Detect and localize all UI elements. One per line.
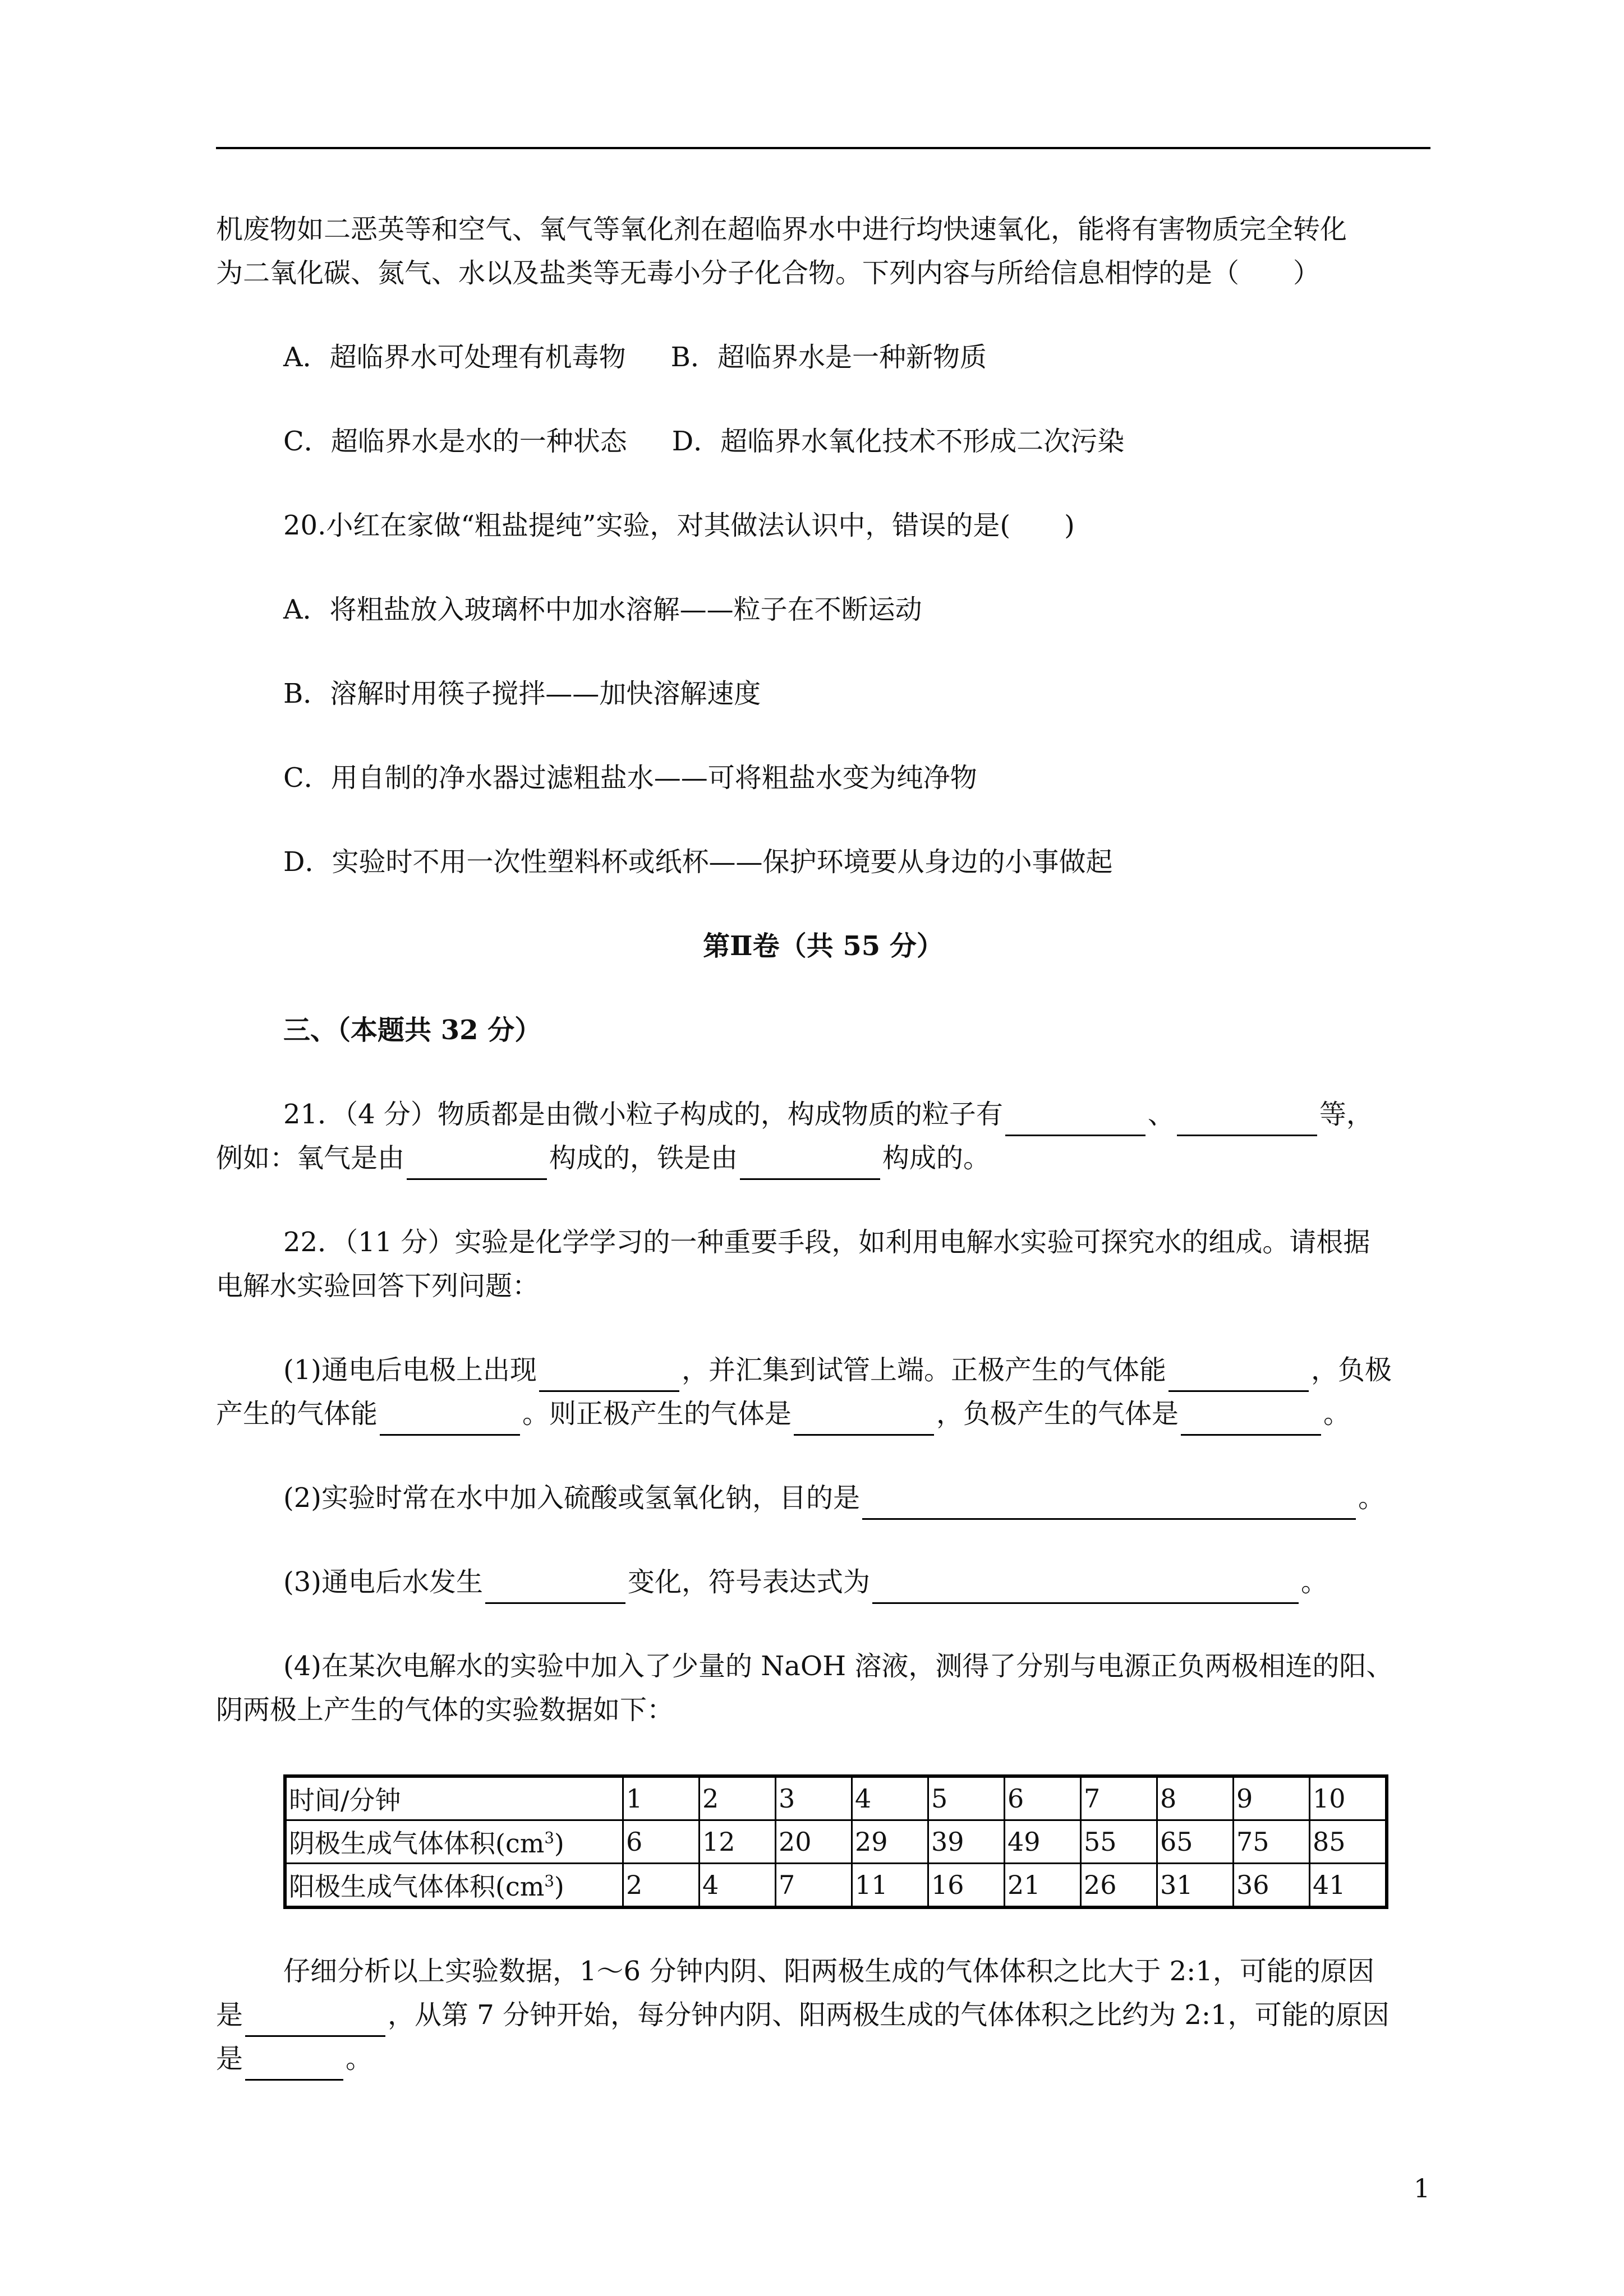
anode-row-label: 阳极生成气体体积$(cm^3)$ — [285, 1864, 623, 1908]
table-cell: 7 — [776, 1864, 852, 1908]
table-cell: 4 — [700, 1864, 776, 1908]
answer-blank[interactable] — [485, 1573, 625, 1604]
question-22-part-1-line-2: 产生的气体能 。则正极产生的气体是 ，负极产生的气体是 。 — [216, 1392, 1430, 1436]
answer-blank[interactable] — [794, 1405, 934, 1436]
table-cell: 8 — [1157, 1776, 1234, 1820]
table-cell: 31 — [1157, 1864, 1234, 1908]
question-20-stem: 20.小红在家做“粗盐提纯”实验，对其做法认识中，错误的是( ) — [283, 510, 1075, 541]
answer-blank[interactable] — [1181, 1405, 1321, 1436]
question-22-part-4-line-2: 阴两极上产生的气体的实验数据如下： — [216, 1694, 674, 1726]
table-cell: 16 — [928, 1864, 1005, 1908]
table-cell: 2 — [700, 1776, 776, 1820]
question-22-part-2: (2)实验时常在水中加入硫酸或氢氧化钠，目的是 。 — [216, 1476, 1430, 1520]
table-cell: 11 — [852, 1864, 928, 1908]
answer-blank[interactable] — [1005, 1105, 1145, 1136]
table-cell: 4 — [852, 1776, 928, 1820]
question-20-option-c: C．用自制的净水器过滤粗盐水——可将粗盐水变为纯净物 — [283, 762, 977, 794]
document-body — [216, 208, 1430, 2081]
answer-blank[interactable] — [872, 1573, 1299, 1604]
answer-blank[interactable] — [1177, 1105, 1317, 1136]
table-header-label: 时间/分钟 — [285, 1776, 623, 1820]
answer-blank[interactable] — [245, 2050, 343, 2081]
table-cell: 75 — [1234, 1820, 1310, 1864]
table-cell: 20 — [776, 1820, 852, 1864]
table-row — [285, 1820, 1387, 1864]
table-cell: 55 — [1081, 1820, 1157, 1864]
analysis-line-3: 是 。 — [216, 2037, 1430, 2081]
table-cell: 7 — [1081, 1776, 1157, 1820]
header-rule — [216, 147, 1430, 149]
section-title: 第Ⅱ卷（共 55 分） — [703, 930, 944, 962]
table-cell: 29 — [852, 1820, 928, 1864]
table-cell: 12 — [700, 1820, 776, 1864]
question-22-part-3: (3)通电后水发生 变化，符号表达式为 。 — [216, 1560, 1430, 1604]
question-21-line-2: 例如：氧气是由 构成的，铁是由 构成的。 — [216, 1136, 1430, 1180]
answer-blank[interactable] — [380, 1405, 520, 1436]
question-22-part-4-line-1: (4)在某次电解水的实验中加入了少量的 NaOH 溶液，测得了分别与电源正负两极相连的阳、 — [283, 1650, 1393, 1682]
table-cell: 41 — [1310, 1864, 1387, 1908]
table-cell: 39 — [928, 1820, 1005, 1864]
option-a: A．超临界水可处理有机毒物 — [283, 342, 626, 373]
question-19-stem-line-2: 为二氧化碳、氮气、水以及盐类等无毒小分子化合物。下列内容与所给信息相悖的是（ ） — [216, 257, 1321, 289]
option-d: D．超临界水氧化技术不形成二次污染 — [671, 426, 1125, 457]
question-19-options-ab — [216, 335, 1430, 379]
question-22-part-1-line-1: (1)通电后电极上出现 ，并汇集到试管上端。正极产生的气体能 ，负极 — [216, 1348, 1430, 1392]
question-19-options-cd — [216, 419, 1430, 463]
table-cell: 9 — [1234, 1776, 1310, 1820]
option-c: C．超临界水是水的一种状态 — [283, 426, 627, 457]
table-cell: 2 — [623, 1864, 700, 1908]
table-cell: 1 — [623, 1776, 700, 1820]
electrolysis-data-table — [283, 1774, 1388, 1909]
question-22-intro-line-1: 22．（11 分）实验是化学学习的一种重要手段，如利用电解水实验可探究水的组成。请根据 — [283, 1227, 1370, 1258]
table-cell: 26 — [1081, 1864, 1157, 1908]
table-cell: 10 — [1310, 1776, 1387, 1820]
table-cell: 6 — [623, 1820, 700, 1864]
analysis-line-1: 仔细分析以上实验数据，1～6 分钟内阴、阳两极生成的气体体积之比大于 2:1，可能的原因 — [283, 1956, 1374, 1987]
question-20-option-d: D．实验时不用一次性塑料杯或纸杯——保护环境要从身边的小事做起 — [283, 846, 1113, 878]
question-19-stem-line-1: 机废物如二恶英等和空气、氧气等氧化剂在超临界水中进行均快速氧化，能将有害物质完全转化 — [216, 214, 1347, 245]
table-cell: 3 — [776, 1776, 852, 1820]
table-cell: 65 — [1157, 1820, 1234, 1864]
page-number: 1 — [1414, 2173, 1430, 2203]
analysis-line-2: 是 ，从第 7 分钟开始，每分钟内阴、阳两极生成的气体体积之比约为 2:1，可能的原因 — [216, 1993, 1430, 2037]
answer-blank[interactable] — [245, 2006, 385, 2037]
table-cell: 49 — [1005, 1820, 1081, 1864]
question-20-option-a: A．将粗盐放入玻璃杯中加水溶解——粒子在不断运动 — [283, 594, 922, 625]
question-20-option-b: B．溶解时用筷子搅拌——加快溶解速度 — [283, 678, 761, 709]
table-cell: 36 — [1234, 1864, 1310, 1908]
option-b: B．超临界水是一种新物质 — [670, 342, 987, 373]
table-cell: 6 — [1005, 1776, 1081, 1820]
table-row — [285, 1776, 1387, 1820]
question-22-intro-line-2: 电解水实验回答下列问题： — [216, 1270, 540, 1302]
table-cell: 5 — [928, 1776, 1005, 1820]
part-heading: 三、（本题共 32 分） — [283, 1015, 542, 1046]
table-cell: 85 — [1310, 1820, 1387, 1864]
table-row — [285, 1864, 1387, 1908]
table-cell: 21 — [1005, 1864, 1081, 1908]
answer-blank[interactable] — [539, 1361, 679, 1392]
answer-blank[interactable] — [407, 1149, 547, 1180]
cathode-row-label: 阴极生成气体体积$(cm^3)$ — [285, 1820, 623, 1864]
answer-blank[interactable] — [740, 1149, 880, 1180]
answer-blank[interactable] — [1168, 1361, 1309, 1392]
question-21-line-1: 21．（4 分）物质都是由微小粒子构成的，构成物质的粒子有 、 等， — [216, 1092, 1430, 1136]
answer-blank[interactable] — [862, 1489, 1356, 1520]
